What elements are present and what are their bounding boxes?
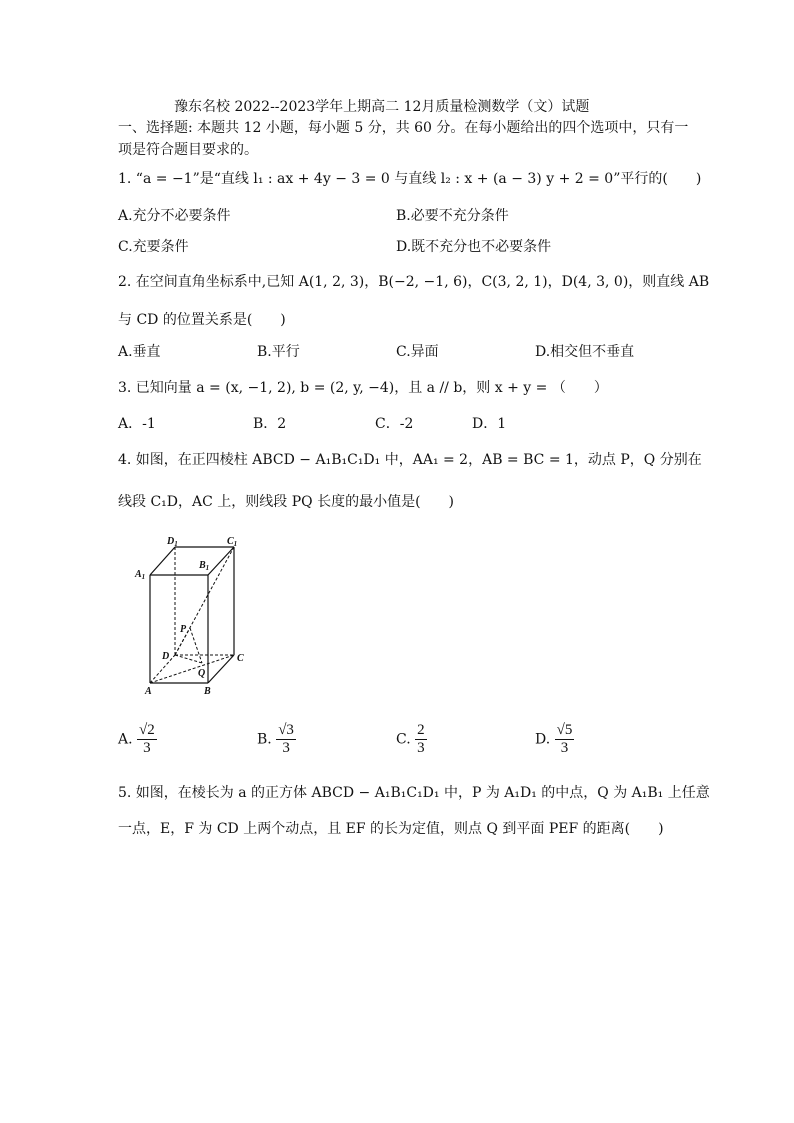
q4-stem-line2: 线段 C₁D，AC 上，则线段 PQ 长度的最小值是( ): [118, 494, 454, 510]
label-d1: $D_1$: [167, 536, 178, 548]
q5-stem: 5. 如图，在棱长为 a 的正方体 ABCD − A₁B₁C₁D₁ 中，P 为 A₁D₁ 的中点，Q 为 A₁B₁ 上任意: [118, 785, 710, 801]
label-b: B: [204, 686, 211, 697]
q4-option-c-prefix: C.: [396, 731, 411, 748]
edge-b-c: [208, 655, 234, 683]
q2-option-d: D.相交但不垂直: [535, 344, 635, 360]
q4-option-a-prefix: A.: [118, 731, 133, 748]
q4-option-b-fraction: [276, 722, 296, 757]
q4-option-c-fraction: [415, 722, 427, 757]
q4-option-d-numerator: √5: [556, 722, 573, 738]
label-a1: $A_1$: [135, 569, 146, 581]
q4-option-c-numerator: 2: [417, 722, 425, 738]
page-title: 豫东名校 2022--2023学年上期高二 12月质量检测数学（文）试题: [174, 99, 590, 115]
q3-option-b: B．2: [253, 416, 287, 432]
q4-option-d-fraction: [555, 722, 575, 757]
segment-p-q: [190, 628, 202, 663]
edge-d1-a1: [150, 547, 175, 575]
segment-d-q: [175, 655, 202, 663]
label-c1: $C_1$: [227, 536, 238, 548]
q4-option-d-denominator: 3: [560, 740, 569, 756]
q2-stem-line2: 与 CD 的位置关系是( ): [118, 312, 286, 328]
q2-option-c: C.异面: [396, 344, 439, 360]
q4-option-b-denominator: 3: [282, 740, 290, 756]
q4-option-c-denominator: 3: [417, 740, 425, 756]
label-d: D: [162, 651, 170, 662]
q1-option-d: D.既不充分也不必要条件: [396, 239, 552, 255]
section-heading-line2: 项是符合题目要求的。: [118, 142, 258, 158]
q1-option-c: C.充要条件: [118, 239, 189, 255]
q4-stem: 4. 如图，在正四棱柱 ABCD − A₁B₁C₁D₁ 中，AA₁ = 2，AB = BC = 1，动点 P，Q 分别在: [118, 452, 702, 468]
label-q: Q: [198, 668, 206, 679]
q2-option-a: A.垂直: [118, 344, 161, 360]
q3-option-a: A．-1: [118, 416, 156, 432]
label-c: C: [237, 653, 244, 664]
q4-option-b: [257, 722, 296, 757]
prism-figure: [130, 530, 250, 700]
q3-option-d: D．1: [472, 416, 507, 432]
q2-option-b: B.平行: [257, 344, 300, 360]
q3-stem: 3. 已知向量 a = (x, −1, 2), b = (2, y, −4)，且 a // b，则 x + y = （ ）: [118, 380, 608, 396]
q1-stem: 1. “a = −1”是“直线 l₁ : ax + 4y − 3 = 0 与直线 l₂ : x + (a − 3) y + 2 = 0”平行的( ): [118, 171, 702, 187]
q4-option-d-prefix: D.: [535, 731, 551, 748]
q4-option-b-numerator: √3: [278, 722, 294, 738]
label-a: A: [145, 686, 152, 697]
q4-option-a-numerator: √2: [139, 722, 155, 738]
section-heading-line1: 一、选择题: 本题共 12 小题，每小题 5 分，共 60 分。在每小题给出的四个选项中，只有一: [118, 120, 689, 136]
q1-option-b: B.必要不充分条件: [396, 208, 509, 224]
q4-option-b-prefix: B.: [257, 731, 272, 748]
q4-option-a-denominator: 3: [143, 740, 151, 756]
label-b1: $B_1$: [199, 560, 210, 572]
q1-option-a: A.充分不必要条件: [118, 208, 231, 224]
q4-option-c: [396, 722, 427, 757]
label-p: P: [180, 624, 187, 635]
q3-option-c: C．-2: [375, 416, 414, 432]
q4-option-d: [535, 722, 574, 757]
q5-stem-line2: 一点，E，F 为 CD 上两个动点，且 EF 的长为定值，则点 Q 到平面 PEF 的距离( ): [118, 821, 664, 837]
q4-option-a-fraction: [137, 722, 157, 757]
q4-option-a: [118, 722, 157, 757]
q2-stem: 2. 在空间直角坐标系中,已知 A(1, 2, 3)，B(−2, −1, 6)，C(3, 2, 1)，D(4, 3, 0)，则直线 AB: [118, 274, 710, 290]
